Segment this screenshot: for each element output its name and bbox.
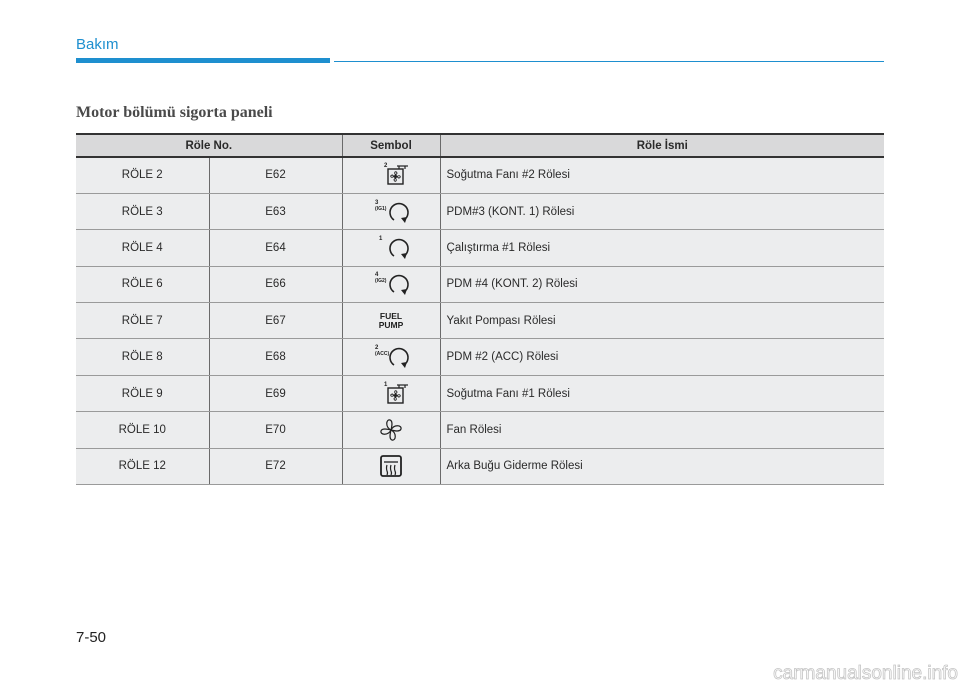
acc-relay-icon (361, 343, 421, 371)
relay-symbol-code: E68 (209, 339, 342, 375)
relay-number: 2 (375, 345, 379, 352)
relay-no: RÖLE 2 (76, 157, 209, 193)
relay-circuit: (IG2) (375, 278, 387, 285)
table-row (76, 375, 884, 411)
relay-name: PDM #2 (ACC) Rölesi (440, 339, 884, 375)
header-relay-name: Röle İsmi (440, 134, 884, 157)
table-row (76, 193, 884, 229)
relay-symbol-cell (342, 266, 440, 302)
section-label: Bakım (76, 36, 119, 53)
relay-name: Soğutma Fanı #1 Rölesi (440, 375, 884, 411)
relay-no: RÖLE 4 (76, 230, 209, 266)
start-relay-icon (361, 234, 421, 262)
watermark-logo (710, 657, 960, 685)
relay-symbol-cell (342, 303, 440, 339)
relay-circuit: (ACC) (375, 351, 390, 358)
relay-table (76, 133, 884, 485)
relay-symbol-code: E70 (209, 412, 342, 448)
relay-number: 2 (384, 163, 388, 170)
table-row (76, 303, 884, 339)
page-title: Motor bölümü sigorta paneli (76, 104, 273, 121)
table-row (76, 266, 884, 302)
relay-symbol-code: E72 (209, 448, 342, 484)
relay-number: 1 (379, 235, 383, 242)
relay-symbol-code: E64 (209, 230, 342, 266)
relay-symbol-cell (342, 157, 440, 193)
relay-no: RÖLE 3 (76, 193, 209, 229)
relay-number: 1 (384, 381, 388, 388)
relay-no: RÖLE 9 (76, 375, 209, 411)
relay-symbol-cell (342, 412, 440, 448)
relay-name: PDM #4 (KONT. 2) Rölesi (440, 266, 884, 302)
relay-symbol-cell (342, 448, 440, 484)
fuel-pump-label (343, 312, 440, 330)
relay-symbol-code: E69 (209, 375, 342, 411)
fuel-label-line2: PUMP (378, 319, 404, 330)
fuel-label-line1: FUEL (379, 310, 403, 321)
page-number: 7-50 (76, 629, 107, 646)
table-header-row (76, 134, 884, 157)
relay-no: RÖLE 6 (76, 266, 209, 302)
relay-symbol-cell (342, 339, 440, 375)
relay-number: 4 (375, 272, 379, 279)
relay-symbol-code: E63 (209, 193, 342, 229)
fan-icon (361, 416, 421, 444)
header-rule (334, 61, 884, 62)
fan-relay-icon (361, 161, 421, 189)
table-row (76, 412, 884, 448)
relay-number: 3 (375, 199, 379, 206)
header-symbol: Sembol (342, 134, 440, 157)
relay-symbol-code: E66 (209, 266, 342, 302)
header-rule-accent (76, 58, 330, 63)
relay-symbol-cell (342, 375, 440, 411)
relay-symbol-code: E62 (209, 157, 342, 193)
table-row (76, 448, 884, 484)
fan-relay-icon (361, 380, 421, 408)
ignition-relay-icon (361, 270, 421, 298)
relay-name: Soğutma Fanı #2 Rölesi (440, 157, 884, 193)
relay-no: RÖLE 12 (76, 448, 209, 484)
relay-symbol-cell (342, 230, 440, 266)
relay-no: RÖLE 10 (76, 412, 209, 448)
ignition-relay-icon (361, 198, 421, 226)
relay-circuit: (IG1) (375, 205, 387, 212)
svg-text:carmanualsonline.info: carmanualsonline.info (773, 663, 958, 684)
table-row (76, 230, 884, 266)
relay-name: Fan Rölesi (440, 412, 884, 448)
relay-symbol-cell (342, 193, 440, 229)
relay-name: PDM#3 (KONT. 1) Rölesi (440, 193, 884, 229)
table-row (76, 339, 884, 375)
table-row (76, 157, 884, 193)
relay-name: Arka Buğu Giderme Rölesi (440, 448, 884, 484)
relay-no: RÖLE 7 (76, 303, 209, 339)
relay-name: Yakıt Pompası Rölesi (440, 303, 884, 339)
relay-name: Çalıştırma #1 Rölesi (440, 230, 884, 266)
rear-defroster-icon (361, 452, 421, 480)
relay-no: RÖLE 8 (76, 339, 209, 375)
relay-symbol-code: E67 (209, 303, 342, 339)
header-relay-no: Röle No. (76, 134, 342, 157)
